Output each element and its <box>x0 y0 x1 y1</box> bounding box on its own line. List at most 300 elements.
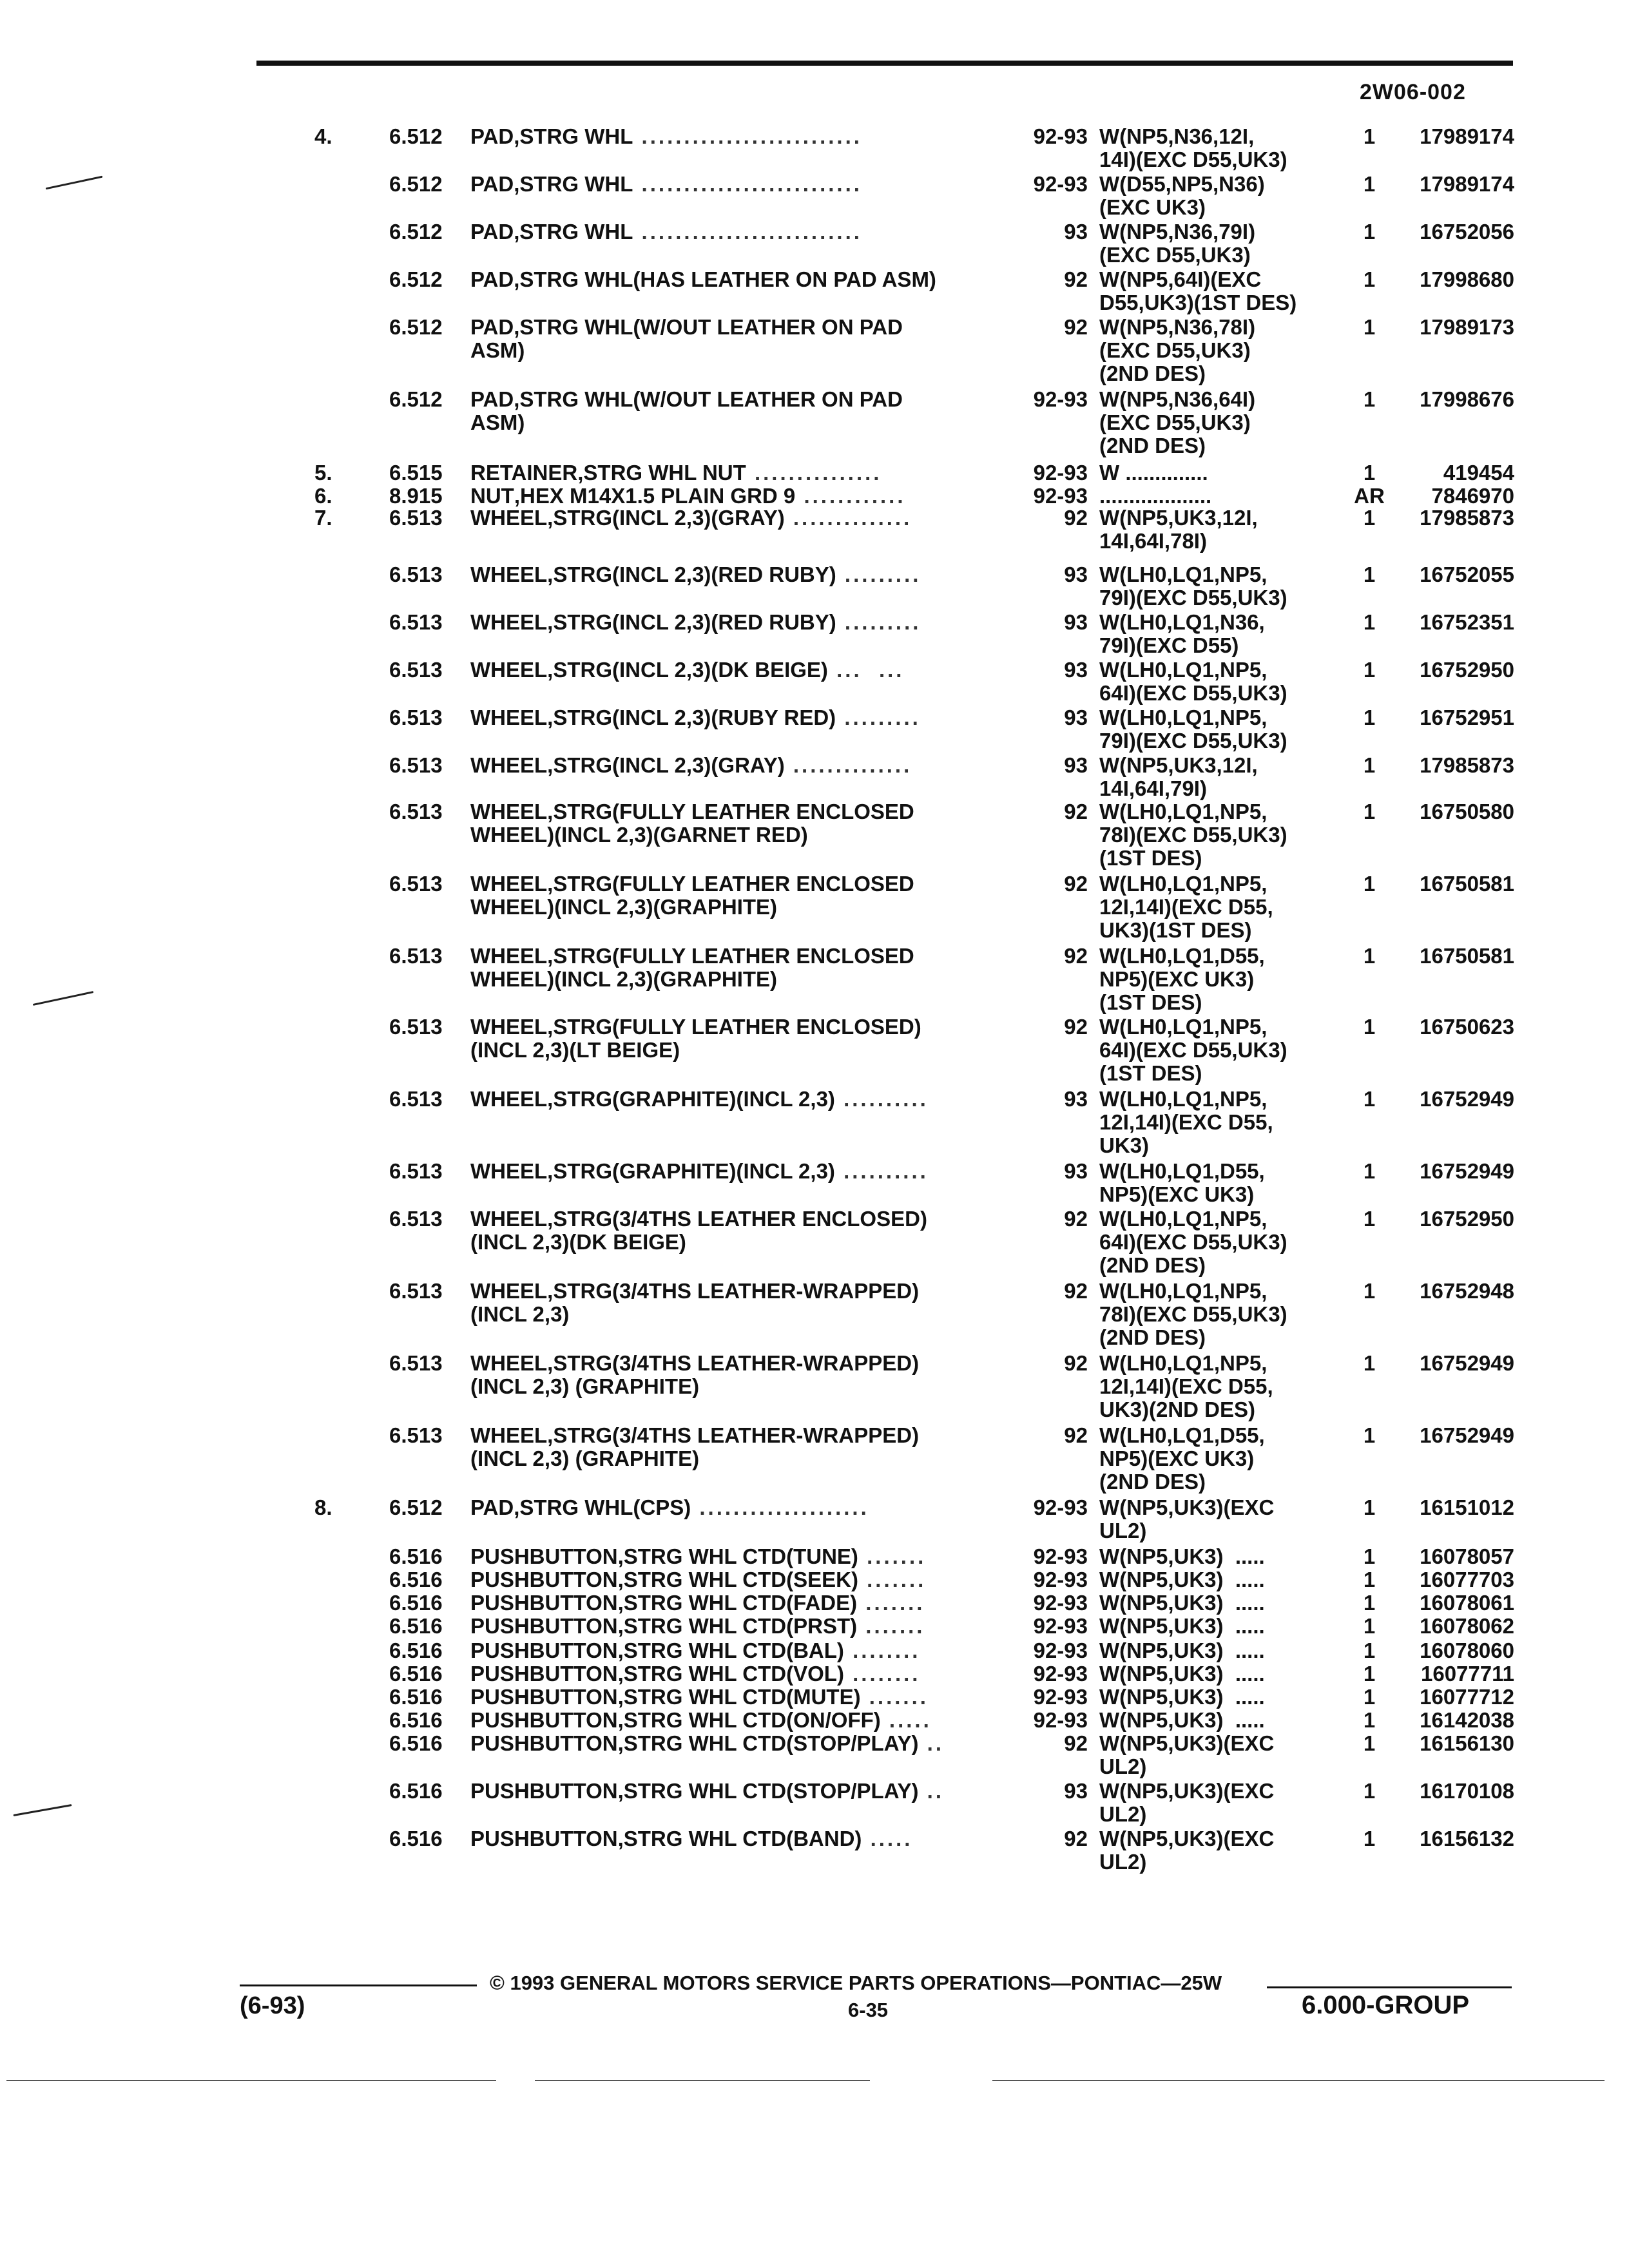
bottom-rule <box>6 2080 496 2081</box>
part-description <box>470 125 1005 148</box>
part-name: PUSHBUTTON <box>470 1708 618 1732</box>
group-number: 6.516 <box>389 1779 443 1803</box>
part-detail: ,STRG WHL CTD(SEEK) <box>617 1568 858 1591</box>
part-name: PUSHBUTTON <box>470 1614 618 1638</box>
quantity: 1 <box>1363 1708 1376 1732</box>
dot-leader: ........ <box>843 1639 921 1662</box>
model-year: 93 <box>1064 706 1088 729</box>
part-name: WHEEL <box>470 1423 548 1447</box>
quantity: 1 <box>1363 872 1376 896</box>
part-number: 16752056 <box>1420 220 1514 244</box>
part-name: PAD <box>470 315 514 339</box>
usage-codes: W(LH0,LQ1,NP5, 12I,14I)(EXC D55, UK3) <box>1099 1087 1273 1157</box>
part-name: PUSHBUTTON <box>470 1685 618 1709</box>
part-detail: ,STRG WHL CTD(FADE) <box>617 1591 858 1615</box>
part-number: 17989174 <box>1420 124 1514 148</box>
group-number: 6.513 <box>389 753 443 777</box>
group-number: 6.513 <box>389 1351 443 1375</box>
part-number: 16750581 <box>1420 872 1514 896</box>
part-name: PUSHBUTTON <box>470 1639 618 1662</box>
usage-codes: W(NP5,UK3,12I, 14I,64I,78I) <box>1099 506 1258 553</box>
quantity: 1 <box>1363 1087 1376 1111</box>
dot-leader: .............. <box>784 506 912 530</box>
group-number: 8.915 <box>389 484 443 508</box>
dot-leader: ............... <box>746 461 882 485</box>
model-year: 93 <box>1064 1159 1088 1183</box>
quantity: 1 <box>1363 1685 1376 1709</box>
footer-rule-right <box>1267 1986 1512 1988</box>
part-detail: ,STRG WHL NUT <box>577 461 746 485</box>
part-name: WHEEL <box>470 944 548 968</box>
part-name: WHEEL <box>470 872 548 896</box>
usage-codes: W(LH0,LQ1,N36, 79I)(EXC D55) <box>1099 610 1265 657</box>
footer-copyright: © 1993 GENERAL MOTORS SERVICE PARTS OPERATIONS—PONTIAC—25W <box>490 1972 1222 1994</box>
dot-leader: .............. <box>784 753 912 777</box>
part-description <box>470 1424 1005 1470</box>
part-description <box>470 1280 1005 1326</box>
dot-leader: ....... <box>857 1591 925 1615</box>
dot-leader: .. <box>918 1731 945 1755</box>
model-year: 92 <box>1064 1207 1088 1231</box>
part-name: PAD <box>470 124 514 148</box>
model-year: 92-93 <box>1033 1662 1088 1686</box>
scan-mark <box>33 991 94 1006</box>
dot-leader: ... ... <box>827 658 905 682</box>
part-name: PAD <box>470 267 514 291</box>
part-description <box>470 173 1005 196</box>
part-description <box>470 800 1005 847</box>
part-detail: ,STRG WHL(W/OUT LEATHER ON PAD ASM) <box>470 387 903 434</box>
part-detail: ,STRG WHL CTD(TUNE) <box>617 1544 858 1568</box>
part-description <box>470 1352 1005 1398</box>
usage-codes: W(NP5,UK3) ..... <box>1099 1591 1265 1615</box>
bottom-rule <box>535 2080 870 2081</box>
part-detail: ,STRG(FULLY LEATHER ENCLOSED) (INCL 2,3)(LT BEIGE) <box>470 1015 921 1062</box>
dot-leader: ....... <box>857 1614 925 1638</box>
part-number: 16077703 <box>1420 1568 1514 1591</box>
usage-codes: W(NP5,UK3) ..... <box>1099 1662 1265 1686</box>
part-detail: ,STRG WHL CTD(BAL) <box>617 1639 844 1662</box>
part-number: 16752055 <box>1420 562 1514 586</box>
model-year: 93 <box>1064 658 1088 682</box>
group-number: 6.512 <box>389 124 443 148</box>
part-detail: ,STRG WHL(HAS LEATHER ON PAD ASM) <box>514 267 936 291</box>
model-year: 92-93 <box>1033 1544 1088 1568</box>
part-number: 16156132 <box>1420 1827 1514 1850</box>
part-detail: ,STRG WHL <box>514 220 633 244</box>
model-year: 92 <box>1064 1279 1088 1303</box>
group-number: 6.513 <box>389 800 443 823</box>
part-detail: ,STRG WHL CTD(VOL) <box>617 1662 844 1686</box>
part-detail: ,STRG(3/4THS LEATHER-WRAPPED) (INCL 2,3) (GRAPHITE) <box>470 1351 920 1398</box>
usage-codes: W(LH0,LQ1,NP5, 78I)(EXC D55,UK3) (1ST DES) <box>1099 800 1287 870</box>
model-year: 92-93 <box>1033 172 1088 196</box>
model-year: 92 <box>1064 800 1088 823</box>
part-name: PUSHBUTTON <box>470 1544 618 1568</box>
dot-leader: ....... <box>858 1568 927 1591</box>
model-year: 92 <box>1064 1827 1088 1850</box>
part-detail: ,STRG(FULLY LEATHER ENCLOSED WHEEL)(INCL 2,3)(GARNET RED) <box>470 800 914 847</box>
part-number: 16750580 <box>1420 800 1514 823</box>
usage-codes: W(LH0,LQ1,NP5, 12I,14I)(EXC D55, UK3)(1ST DES) <box>1099 872 1273 942</box>
part-description <box>470 1827 1005 1850</box>
quantity: 1 <box>1363 1015 1376 1039</box>
model-year: 92-93 <box>1033 387 1088 411</box>
part-number: 16078061 <box>1420 1591 1514 1615</box>
usage-codes: W(LH0,LQ1,NP5, 79I)(EXC D55,UK3) <box>1099 562 1287 610</box>
model-year: 92-93 <box>1033 1685 1088 1709</box>
part-detail: ,STRG WHL CTD(PRST) <box>617 1614 858 1638</box>
part-number: 16077712 <box>1420 1685 1514 1709</box>
usage-codes: W(LH0,LQ1,NP5, 64I)(EXC D55,UK3) (2ND DES) <box>1099 1207 1287 1277</box>
part-description <box>470 611 1005 634</box>
quantity: 1 <box>1363 610 1376 634</box>
part-name: WHEEL <box>470 1207 548 1231</box>
group-number: 6.513 <box>389 1087 443 1111</box>
model-year: 93 <box>1064 1087 1088 1111</box>
part-number: 16752949 <box>1420 1087 1514 1111</box>
part-description <box>470 1545 1005 1568</box>
usage-codes: W(NP5,N36,79I) (EXC D55,UK3) <box>1099 220 1256 267</box>
part-number: 17998680 <box>1420 267 1514 291</box>
footer-group: 6.000-GROUP <box>1302 1991 1470 2019</box>
usage-codes: W(NP5,UK3) ..... <box>1099 1544 1265 1568</box>
group-number: 6.512 <box>389 1495 443 1519</box>
part-number: 16156130 <box>1420 1731 1514 1755</box>
part-detail: ,STRG(INCL 2,3)(GRAY) <box>547 506 785 530</box>
quantity: AR <box>1354 484 1385 508</box>
part-number: 17985873 <box>1420 753 1514 777</box>
part-name: WHEEL <box>470 1087 548 1111</box>
quantity: 1 <box>1363 1544 1376 1568</box>
group-number: 6.513 <box>389 1279 443 1303</box>
part-number: 16142038 <box>1420 1708 1514 1732</box>
model-year: 92 <box>1064 944 1088 968</box>
model-year: 92-93 <box>1033 1591 1088 1615</box>
page-id: 2W06-002 <box>1360 80 1466 104</box>
part-description <box>470 563 1005 586</box>
dot-leader: ............ <box>795 484 906 508</box>
part-name: WHEEL <box>470 506 548 530</box>
group-number: 6.513 <box>389 1423 443 1447</box>
model-year: 93 <box>1064 562 1088 586</box>
scan-mark <box>46 176 103 190</box>
part-name: WHEEL <box>470 753 548 777</box>
quantity: 1 <box>1363 1731 1376 1755</box>
dot-leader: ..... <box>862 1827 913 1850</box>
bottom-rule <box>992 2080 1605 2081</box>
part-number: 16750581 <box>1420 944 1514 968</box>
part-detail: ,STRG WHL <box>514 172 633 196</box>
group-number: 6.513 <box>389 944 443 968</box>
part-name: NUT <box>470 484 514 508</box>
model-year: 92 <box>1064 1423 1088 1447</box>
quantity: 1 <box>1363 461 1376 485</box>
part-number: 17985873 <box>1420 506 1514 530</box>
part-description <box>470 485 1005 508</box>
part-description <box>470 388 1005 434</box>
quantity: 1 <box>1363 1207 1376 1231</box>
model-year: 92 <box>1064 1015 1088 1039</box>
part-detail: ,STRG WHL CTD(ON/OFF) <box>617 1708 881 1732</box>
group-number: 6.516 <box>389 1614 443 1638</box>
part-detail: ,STRG(3/4THS LEATHER-WRAPPED) (INCL 2,3) (GRAPHITE) <box>470 1423 920 1470</box>
group-number: 6.516 <box>389 1708 443 1732</box>
usage-codes: W(NP5,N36,12I, 14I)(EXC D55,UK3) <box>1099 124 1287 171</box>
part-detail: ,STRG(3/4THS LEATHER ENCLOSED) (INCL 2,3)(DK BEIGE) <box>470 1207 927 1254</box>
part-number: 16752950 <box>1420 1207 1514 1231</box>
model-year: 92 <box>1064 267 1088 291</box>
part-description <box>470 268 1005 291</box>
part-description <box>470 1568 1005 1591</box>
dot-leader: ......... <box>836 562 921 586</box>
part-number: 17989173 <box>1420 315 1514 339</box>
usage-codes: W(LH0,LQ1,NP5, 79I)(EXC D55,UK3) <box>1099 706 1287 753</box>
usage-codes: W(NP5,UK3) ..... <box>1099 1708 1265 1732</box>
part-name: PUSHBUTTON <box>470 1662 618 1686</box>
part-name: PUSHBUTTON <box>470 1731 618 1755</box>
part-description <box>470 706 1005 729</box>
part-name: PUSHBUTTON <box>470 1827 618 1850</box>
part-description <box>470 872 1005 919</box>
model-year: 92 <box>1064 1351 1088 1375</box>
quantity: 1 <box>1363 1614 1376 1638</box>
dot-leader: .......... <box>834 1087 929 1111</box>
part-detail: ,STRG WHL <box>514 124 633 148</box>
quantity: 1 <box>1363 1591 1376 1615</box>
part-description <box>470 220 1005 244</box>
group-number: 6.513 <box>389 872 443 896</box>
usage-codes: W(NP5,UK3)(EXC UL2) <box>1099 1731 1275 1778</box>
usage-codes: W(LH0,LQ1,NP5, 12I,14I)(EXC D55, UK3)(2ND DES) <box>1099 1351 1273 1421</box>
part-number: 16752949 <box>1420 1423 1514 1447</box>
model-year: 93 <box>1064 1779 1088 1803</box>
usage-codes: W(LH0,LQ1,D55, NP5)(EXC UK3) (2ND DES) <box>1099 1423 1265 1494</box>
part-name: PAD <box>470 387 514 411</box>
item-ref-number: 8. <box>314 1495 333 1519</box>
part-detail: ,STRG WHL CTD(STOP/PLAY) <box>617 1731 919 1755</box>
group-number: 6.513 <box>389 1207 443 1231</box>
usage-codes: W(LH0,LQ1,NP5, 78I)(EXC D55,UK3) (2ND DES) <box>1099 1279 1287 1349</box>
part-number: 17989174 <box>1420 172 1514 196</box>
part-number: 16170108 <box>1420 1779 1514 1803</box>
model-year: 92-93 <box>1033 1495 1088 1519</box>
quantity: 1 <box>1363 220 1376 244</box>
part-number: 419454 <box>1443 461 1514 485</box>
quantity: 1 <box>1363 1779 1376 1803</box>
usage-codes: W(NP5,UK3,12I, 14I,64I,79I) <box>1099 753 1258 800</box>
quantity: 1 <box>1363 506 1376 530</box>
group-number: 6.515 <box>389 461 443 485</box>
model-year: 92 <box>1064 506 1088 530</box>
dot-leader: .......................... <box>633 220 862 244</box>
part-description <box>470 1015 1005 1062</box>
model-year: 92 <box>1064 872 1088 896</box>
usage-codes: W(LH0,LQ1,NP5, 64I)(EXC D55,UK3) (1ST DES) <box>1099 1015 1287 1085</box>
group-number: 6.512 <box>389 172 443 196</box>
part-description <box>470 1662 1005 1686</box>
part-name: PUSHBUTTON <box>470 1568 618 1591</box>
usage-codes: W(NP5,UK3)(EXC UL2) <box>1099 1495 1275 1542</box>
quantity: 1 <box>1363 1423 1376 1447</box>
part-description <box>470 754 1005 777</box>
part-name: WHEEL <box>470 1015 548 1039</box>
part-description <box>470 461 1005 485</box>
model-year: 92-93 <box>1033 124 1088 148</box>
dot-leader: ......... <box>836 610 921 634</box>
group-number: 6.516 <box>389 1731 443 1755</box>
part-detail: ,STRG(INCL 2,3)(GRAY) <box>547 753 785 777</box>
model-year: 92-93 <box>1033 1639 1088 1662</box>
quantity: 1 <box>1363 387 1376 411</box>
part-detail: ,STRG(GRAPHITE)(INCL 2,3) <box>547 1159 835 1183</box>
part-number: 16752951 <box>1420 706 1514 729</box>
part-description <box>470 316 1005 362</box>
quantity: 1 <box>1363 172 1376 196</box>
part-description <box>470 945 1005 991</box>
part-description <box>470 1780 1005 1803</box>
part-detail: ,STRG WHL CTD(MUTE) <box>617 1685 861 1709</box>
part-name: WHEEL <box>470 1279 548 1303</box>
item-ref-number: 6. <box>314 484 333 508</box>
part-name: WHEEL <box>470 562 548 586</box>
model-year: 92-93 <box>1033 484 1088 508</box>
quantity: 1 <box>1363 658 1376 682</box>
dot-leader: ....... <box>860 1685 929 1709</box>
part-name: PUSHBUTTON <box>470 1591 618 1615</box>
item-ref-number: 4. <box>314 124 333 148</box>
usage-codes: W(LH0,LQ1,D55, NP5)(EXC UK3) <box>1099 1159 1265 1206</box>
part-description <box>470 1732 1005 1755</box>
part-detail: ,STRG WHL CTD(BAND) <box>617 1827 862 1850</box>
group-number: 6.516 <box>389 1568 443 1591</box>
quantity: 1 <box>1363 800 1376 823</box>
group-number: 6.513 <box>389 610 443 634</box>
dot-leader: ..... <box>880 1708 932 1732</box>
part-detail: ,STRG WHL(W/OUT LEATHER ON PAD ASM) <box>470 315 903 362</box>
part-detail: ,HEX M14X1.5 PLAIN GRD 9 <box>514 484 796 508</box>
part-name: PUSHBUTTON <box>470 1779 618 1803</box>
part-description <box>470 1088 1005 1111</box>
quantity: 1 <box>1363 753 1376 777</box>
part-detail: ,STRG WHL(CPS) <box>514 1495 691 1519</box>
part-description <box>470 506 1005 530</box>
group-number: 6.513 <box>389 506 443 530</box>
quantity: 1 <box>1363 1159 1376 1183</box>
part-name: RETAINER <box>470 461 578 485</box>
model-year: 92-93 <box>1033 1568 1088 1591</box>
model-year: 92-93 <box>1033 1708 1088 1732</box>
part-number: 16752949 <box>1420 1351 1514 1375</box>
group-number: 6.513 <box>389 658 443 682</box>
part-name: WHEEL <box>470 610 548 634</box>
usage-codes: W(NP5,64I)(EXC D55,UK3)(1ST DES) <box>1099 267 1297 314</box>
quantity: 1 <box>1363 1351 1376 1375</box>
part-name: WHEEL <box>470 706 548 729</box>
dot-leader: .......................... <box>633 172 862 196</box>
usage-codes: W(NP5,N36,78I) (EXC D55,UK3) (2ND DES) <box>1099 315 1256 385</box>
group-number: 6.516 <box>389 1827 443 1850</box>
part-detail: ,STRG(FULLY LEATHER ENCLOSED WHEEL)(INCL 2,3)(GRAPHITE) <box>470 944 914 991</box>
group-number: 6.513 <box>389 1159 443 1183</box>
part-number: 16752948 <box>1420 1279 1514 1303</box>
model-year: 93 <box>1064 753 1088 777</box>
part-name: WHEEL <box>470 1351 548 1375</box>
part-detail: ,STRG(INCL 2,3)(DK BEIGE) <box>547 658 828 682</box>
part-detail: ,STRG(INCL 2,3)(RED RUBY) <box>547 562 836 586</box>
dot-leader: ....... <box>858 1544 927 1568</box>
part-number: 16078057 <box>1420 1544 1514 1568</box>
group-number: 6.513 <box>389 706 443 729</box>
part-name: PAD <box>470 1495 514 1519</box>
group-number: 6.516 <box>389 1662 443 1686</box>
part-number: 16752949 <box>1420 1159 1514 1183</box>
footer-date: (6-93) <box>240 1992 305 2019</box>
usage-codes: W(NP5,UK3)(EXC UL2) <box>1099 1827 1275 1874</box>
item-ref-number: 5. <box>314 461 333 485</box>
group-number: 6.512 <box>389 387 443 411</box>
group-number: 6.512 <box>389 220 443 244</box>
usage-codes: W(NP5,UK3) ..... <box>1099 1685 1265 1709</box>
group-number: 6.513 <box>389 562 443 586</box>
quantity: 1 <box>1363 1495 1376 1519</box>
part-detail: ,STRG WHL CTD(STOP/PLAY) <box>617 1779 919 1803</box>
usage-codes: W(LH0,LQ1,D55, NP5)(EXC UK3) (1ST DES) <box>1099 944 1265 1014</box>
usage-codes: W .............. <box>1099 461 1208 485</box>
part-description <box>470 1615 1005 1638</box>
dot-leader: .......................... <box>633 124 862 148</box>
footer-page-number: 6-35 <box>848 1999 889 2021</box>
item-ref-number: 7. <box>314 506 333 530</box>
part-name: WHEEL <box>470 1159 548 1183</box>
part-detail: ,STRG(INCL 2,3)(RUBY RED) <box>547 706 836 729</box>
usage-codes: W(NP5,UK3) ..... <box>1099 1614 1265 1638</box>
usage-codes: W(D55,NP5,N36) (EXC UK3) <box>1099 172 1265 219</box>
part-number: 16077711 <box>1420 1662 1514 1686</box>
quantity: 1 <box>1363 267 1376 291</box>
usage-codes: W(LH0,LQ1,NP5, 64I)(EXC D55,UK3) <box>1099 658 1287 705</box>
part-detail: ,STRG(INCL 2,3)(RED RUBY) <box>547 610 836 634</box>
part-number: 17998676 <box>1420 387 1514 411</box>
group-number: 6.512 <box>389 267 443 291</box>
usage-codes: ................... <box>1099 484 1212 508</box>
part-number: 16151012 <box>1420 1495 1514 1519</box>
group-number: 6.516 <box>389 1544 443 1568</box>
part-detail: ,STRG(GRAPHITE)(INCL 2,3) <box>547 1087 835 1111</box>
usage-codes: W(NP5,N36,64I) (EXC D55,UK3) (2ND DES) <box>1099 387 1256 457</box>
quantity: 1 <box>1363 706 1376 729</box>
quantity: 1 <box>1363 1568 1376 1591</box>
part-number: 16078062 <box>1420 1614 1514 1638</box>
dot-leader: ......... <box>836 706 921 729</box>
quantity: 1 <box>1363 1639 1376 1662</box>
part-description <box>470 1591 1005 1615</box>
group-number: 6.512 <box>389 315 443 339</box>
part-description <box>470 1207 1005 1254</box>
part-description <box>470 1639 1005 1662</box>
part-number: 16752351 <box>1420 610 1514 634</box>
model-year: 93 <box>1064 610 1088 634</box>
quantity: 1 <box>1363 1827 1376 1850</box>
part-detail: ,STRG(FULLY LEATHER ENCLOSED WHEEL)(INCL 2,3)(GRAPHITE) <box>470 872 914 919</box>
model-year: 92-93 <box>1033 1614 1088 1638</box>
part-description <box>470 1686 1005 1709</box>
part-name: PAD <box>470 172 514 196</box>
model-year: 92 <box>1064 315 1088 339</box>
part-number: 7846970 <box>1431 484 1514 508</box>
part-name: PAD <box>470 220 514 244</box>
model-year: 93 <box>1064 220 1088 244</box>
